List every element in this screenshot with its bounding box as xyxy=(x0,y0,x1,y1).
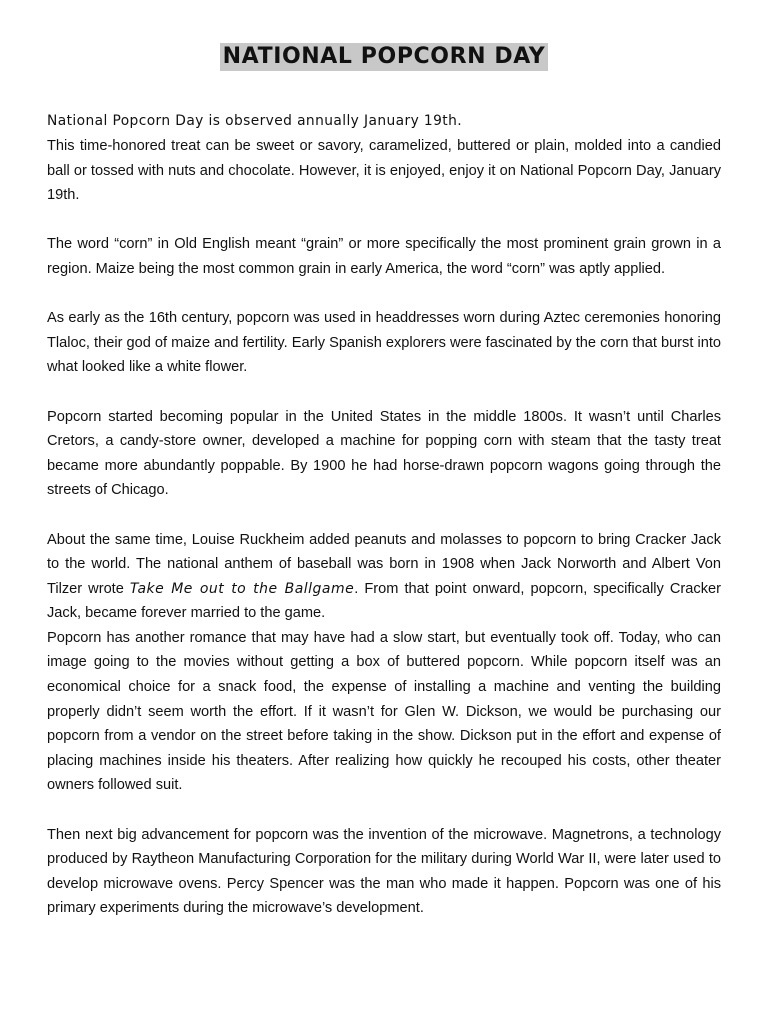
cracker-jack-text-end: . From that point onward, popcorn, specifically Cracker Jack, became forever married to the game. xyxy=(47,580,721,622)
paragraph-cretors: Popcorn started becoming popular in the United States in the middle 1800s. It wasn’t until Charles Cretors, a candy-store owner, developed a machine for popping corn with steam that the tasty treat became more abundantly poppable. By 1900 he had horse-drawn popcorn wagons going through the streets of Chicago. xyxy=(47,408,721,499)
paragraph-spacer xyxy=(47,380,721,405)
title-container xyxy=(0,43,768,71)
paragraph-treat: This time-honored treat can be sweet or savory, caramelized, buttered or plain, molded into a candied ball or tossed with nuts and chocolate. However, it is enjoyed, enjoy it on National Popcorn Day, January 19th. xyxy=(47,138,721,204)
paragraph-corn-word: The word “corn” in Old English meant “grain” or more specifically the most prominent grain grown in a region. Maize being the most common grain in early America, the word “corn” was aptly applied. xyxy=(47,236,721,277)
paragraph-spacer xyxy=(47,798,721,823)
document-body xyxy=(47,109,721,921)
paragraph-microwave: Then next big advancement for popcorn was the invention of the microwave. Magnetrons, a technology produced by Raytheon Manufacturing Corporation for the military during World War II, were later used to develop microwave ovens. Percy Spencer was the man who made it happen. Popcorn was one of his primary experiments during the microwave’s development. xyxy=(47,826,721,917)
paragraph-movies: Popcorn has another romance that may have had a slow start, but eventually took off. Today, who can image going to the movies without getting a box of buttered popcorn. While popcorn itself was an economical choice for a snack food, the expense of installing a machine and venting the building properly didn’t seem worth the effort. If it wasn’t for Glen W. Dickson, we would be purchasing our popcorn from a vendor on the street before taking in the show. Dickson put in the effort and expense of placing machines inside his theaters. After realizing how quickly he recouped his costs, other theater owners followed suit. xyxy=(47,629,721,794)
paragraph-spacer xyxy=(47,208,721,233)
intro-line: National Popcorn Day is observed annually January 19th. xyxy=(47,113,463,129)
paragraph-spacer xyxy=(47,503,721,528)
paragraph-spacer xyxy=(47,282,721,307)
cracker-jack-text-start: About the same time, Louise Ruckheim added peanuts and molasses to popcorn to bring Cracker Jack to the world. The national anthem of baseball was born in 1908 when Jack Norworth and Albert Von Tilzer wrote xyxy=(47,531,721,597)
paragraph-aztec: As early as the 16th century, popcorn was used in headdresses worn during Aztec ceremonies honoring Tlaloc, their god of maize and fertility. Early Spanish explorers were fascinated by the corn that burst into what looked like a white flower. xyxy=(47,310,721,376)
song-title: Take Me out to the Ballgame xyxy=(129,580,355,597)
paragraph-cracker-jack xyxy=(47,528,721,626)
page-title: NATIONAL POPCORN DAY xyxy=(220,43,549,71)
